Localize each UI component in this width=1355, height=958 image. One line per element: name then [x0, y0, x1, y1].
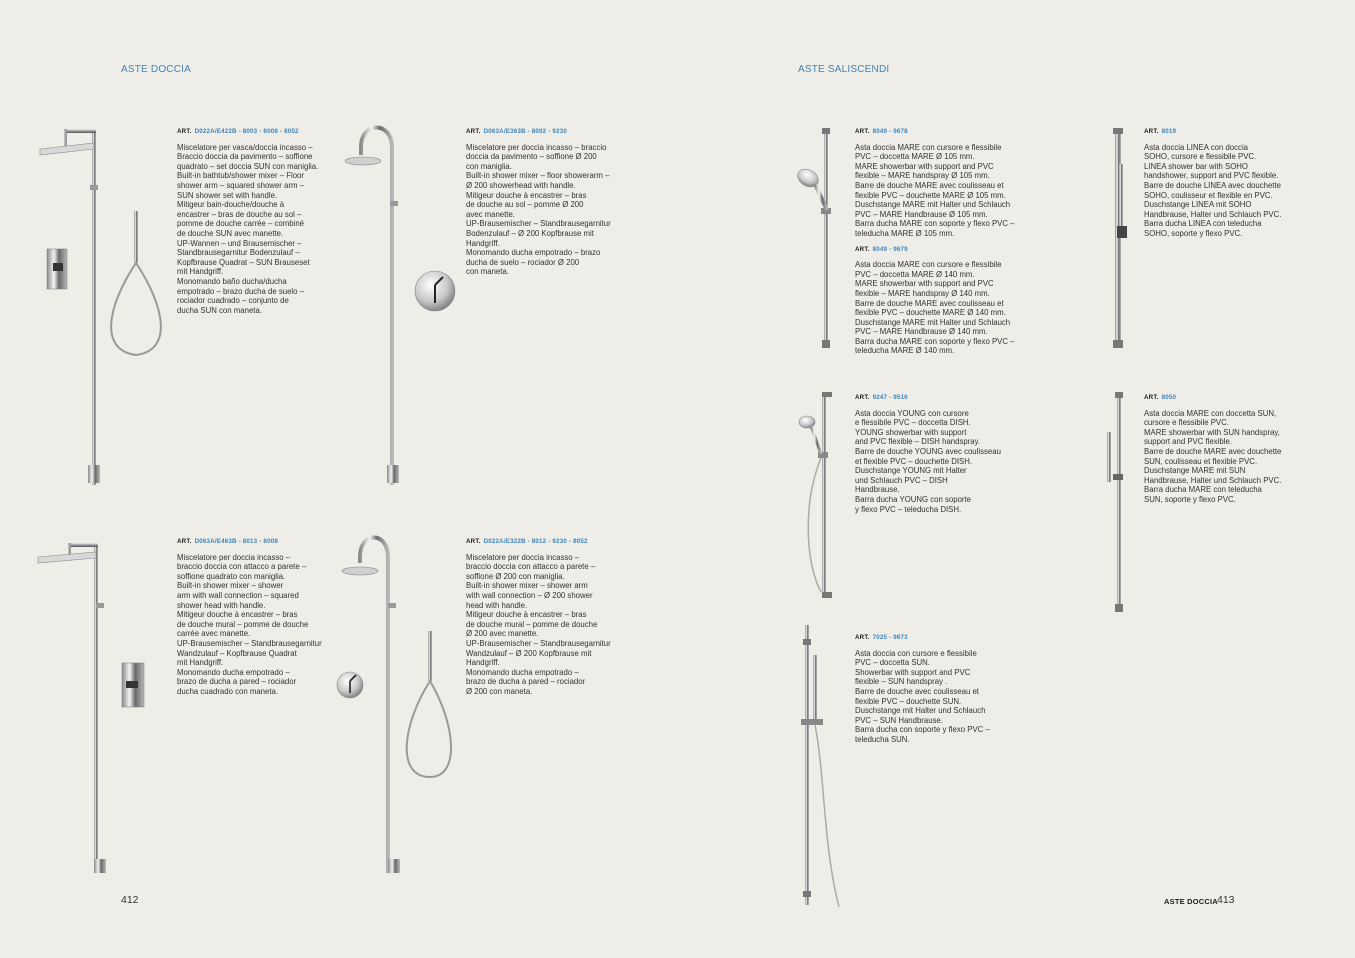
linea-shower-bar-image	[1110, 128, 1140, 350]
shower-column-squared-image	[38, 125, 168, 487]
article-9247-9516	[855, 393, 1025, 514]
article-description: Asta doccia YOUNG con cursore e flessibile PVC – doccetta DISH. YOUNG showerbar with support and PVC flexible – DISH handspray. Barre de douche YOUNG avec coulisseau et flexible PVC – douchette DISH. Duschstange YOUNG mit Halter und Schlauch PVC – DISH Handbrause. Barra ducha YOUNG con soporte y flexo PVC – teleducha DISH.	[855, 408, 1001, 514]
article-code: ART. 7025 - 9673	[855, 634, 908, 641]
shower-column-wall-round-image	[332, 535, 462, 877]
mare-sun-shower-bar-image	[1105, 392, 1135, 612]
left-page	[0, 0, 677, 958]
page-number: 412	[121, 894, 139, 906]
article-d022a-e322b	[466, 537, 626, 697]
article-code: ART. 9247 - 9516	[855, 394, 908, 401]
article-d063a-e363b	[466, 127, 626, 277]
article-description: Miscelatore per vasca/doccia incasso – Braccio doccia da pavimento – soffione quadrato – set doccia SUN con maniglia. Built-in bathtub/shower mixer – Floor shower arm – squared shower arm – SUN shower set with handle. Mitigeur bain-douche/douche à encastrer – bras de douche au sol – pomme de douche carrée – combiné de douche SUN avec manette. UP-Wannen – und Brausemischer – Standbrausegarnitur Bodenzulauf – Kopfbrause Quadrat – SUN Brauseset mit Handgriff. Monomando baño ducha/ducha empotrado – brazo ducha de suelo – rociador cuadrado – conjunto de ducha SUN con maneta.	[177, 142, 319, 315]
article-description: Miscelatore per doccia incasso – braccio doccia con attacco a parete – soffione Ø 200 con maniglia. Built-in shower mixer – shower arm with wall connection – Ø 200 shower head with handle. Mitigeur douche à encastrer – bras de douche mural – pomme de douche Ø 200 avec manette. UP-Brausemischer – Standbrausegarnitur Wandzulauf – Ø 200 Kopfbrause mit Handgriff. Monomando ducha empotrado – brazo de ducha a pared – rociador Ø 200 con maneta.	[466, 552, 611, 696]
article-8019	[1144, 127, 1314, 239]
article-7025-9673	[855, 633, 1025, 745]
article-code: ART. D063A/E463B - 8013 - 8008	[177, 538, 278, 545]
article-description: Asta doccia MARE con cursore e flessibile PVC – doccetta MARE Ø 105 mm. MARE showerbar with support and PVC flexible – MARE handspray Ø 105 mm. Barre de douche MARE avec coulisseau et flexible PVC – douchette MARE Ø 105 mm. Duschstange MARE mit Halter und Schlauch PVC – MARE Handbrause Ø 105 mm. Barra ducha MARE con soporte y flexo PVC – teleducha MARE Ø 105 mm.	[855, 142, 1015, 238]
article-8050	[1144, 393, 1314, 505]
article-code: ART. D022A/E322B - 8012 - 9230 - 8052	[466, 538, 588, 545]
article-description: Miscelatore per doccia incasso – braccio doccia da pavimento – soffione Ø 200 con maniglia. Built-in shower mixer – floor showerarm – Ø 200 showerhead with handle. Mitigeur douche à encastrer – bras de douche au sol – pomme Ø 200 avec manette. UP-Brausemischer – Standbrausegarnitur Bodenzulauf – Ø 200 Kopfbrause mit Handgriff. Monomando ducha empotrado – brazo ducha de suelo – rociador Ø 200 con maneta.	[466, 142, 611, 277]
article-description: Miscelatore per doccia incasso – braccio doccia con attacco a parete – soffione quadrato con maniglia. Built-in shower mixer – shower arm with wall connection – squared shower head with handle. Mitigeur douche à encastrer – bras de douche mural – pomme de douche carrée avec manette. UP-Brausemischer – Standbrausegarnitur Wandzulauf – Kopfbrause Quadrat mit Handgriff. Monomando ducha empotrado – brazo de ducha a pared – rociador ducha cuadrado con maneta.	[177, 552, 322, 696]
article-code: ART. 8050	[1144, 394, 1177, 401]
section-title: ASTE SALISCENDI	[798, 64, 890, 75]
shower-column-wall-squared-image	[38, 535, 158, 877]
page-number: 413	[1217, 894, 1235, 906]
article-description: Asta doccia LINEA con doccia SOHO, cursore e flessibile PVC. LINEA shower bar with SOHO handshower, support and PVC flexible. Barre de douche LINEA avec douchette SOHO, coulisseur et flexible en PVC. Duschstange LINEA mit SOHO Handbrause, Halter und Schlauch PVC. Barra ducha LINEA con teleducha SOHO, soporte y flexo PVC.	[1144, 142, 1282, 238]
article-8049-9678	[855, 127, 1025, 356]
article-code: ART. 8019	[1144, 128, 1177, 135]
article-code: ART. 8049 - 9679	[855, 245, 908, 253]
article-code: ART. D063A/E363B - 8002 - 9230	[466, 128, 567, 135]
shower-column-round-image	[343, 125, 461, 487]
young-shower-bar-image	[797, 392, 842, 600]
article-description: Asta doccia MARE con cursore e flessibile PVC – doccetta MARE Ø 140 mm. MARE showerbar with support and PVC flexible – MARE handspray Ø 140 mm. Barre de douche MARE avec coulisseau et flexible PVC – douchette MARE Ø 140 mm. Duschstange MARE mit Halter und Schlauch PVC – MARE Handbrause Ø 140 mm. Barra ducha MARE con soporte y flexo PVC – teleducha MARE Ø 140 mm.	[855, 260, 1015, 356]
article-code: ART. D022A/E422B - 8003 - 8008 - 8052	[177, 128, 299, 135]
right-page	[677, 0, 1355, 958]
article-description: Asta doccia con cursore e flessibile PVC – doccetta SUN. Showerbar with support and PVC flexible – SUN handspray . Barre de douche avec coulisseau et flexible PVC – douchette SUN. Duschstange mit Halter und Schlauch PVC – SUN Handbrause. Barra ducha con soporte y flexo PVC – teleducha SUN.	[855, 648, 990, 744]
section-title: ASTE DOCCIA	[121, 64, 191, 75]
mare-shower-bar-image	[795, 128, 845, 350]
article-d022a-e422b	[177, 127, 337, 315]
footer-section-label: ASTE DOCCIA	[1164, 897, 1218, 906]
article-d063a-e463b	[177, 537, 337, 697]
article-description: Asta doccia MARE con doccetta SUN, cursore e flessibile PVC. MARE showerbar with SUN handspray, support and PVC flexible. Barre de douche MARE avec douchette SUN, coulisseau et flexible PVC. Duschstange MARE mit SUN Handbrause, Halter und Schlauch PVC. Barra ducha MARE con teleducha SUN, soporte y flexo PVC.	[1144, 408, 1282, 504]
article-code: ART. 8049 - 9678	[855, 128, 908, 135]
sun-shower-bar-image	[799, 625, 844, 909]
